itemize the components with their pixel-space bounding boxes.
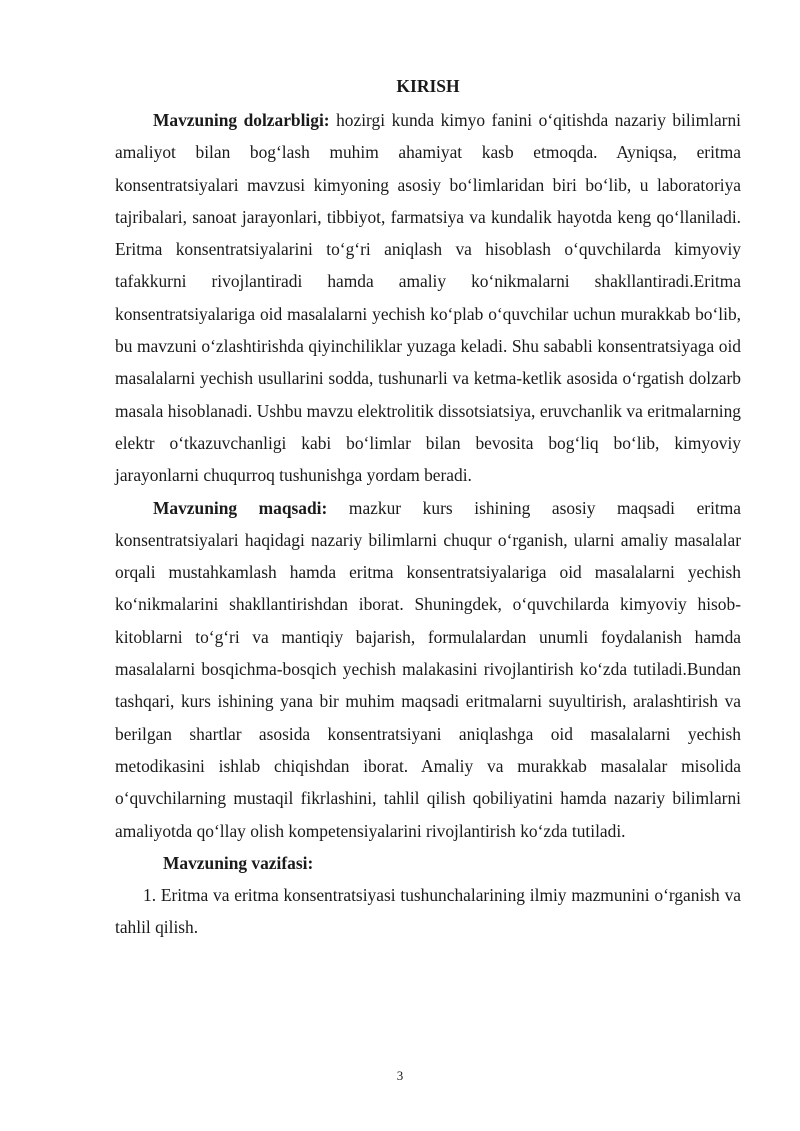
document-page [115,70,741,944]
goal-paragraph [115,492,741,847]
goal-text: mazkur kurs ishining asosiy maqsadi eritma konsentratsiyalari haqidagi nazariy bilimlarni chuqur o‘rganish, ularni amaliy masalalar orqali mustahkamlash hamda eritma konsentratsiyalariga oid masalalarni yechish ko‘nikmalarini shakllantirishdan iborat. Shuningdek, o‘quvchilarda kimyoviy hisob-kitoblarni to‘g‘ri va mantiqiy bajarish, formulalardan unumli foydalanish hamda masalalarni bosqichma-bosqich yechish malakasini rivojlantirish ko‘zda tutiladi.Bundan tashqari, kurs ishining yana bir muhim maqsadi eritmalarni suyultirish, aralashtirish va berilgan shartlar asosida konsentratsiyani aniqlashga oid masalalarni yechish metodikasini ishlab chiqishdan iborat. Amaliy va murakkab masalalar misolida o‘quvchilarning mustaqil fikrlashini, tahlil qilish qobiliyatini hamda nazariy bilimlarni amaliyotda qo‘llay olish kompetensiyalarini rivojlantirish ko‘zda tutiladi. [115,497,741,841]
page-number: 3 [396,1068,404,1083]
relevance-paragraph [115,104,741,492]
tasks-heading: Mavzuning vazifasi: [163,852,314,873]
relevance-label: Mavzuning dolzarbligi: [153,110,330,130]
list-item: 1. Eritma va eritma konsentratsiyasi tushunchalarining ilmiy mazmunini o‘rganish va tahlil qilish. [115,885,741,938]
relevance-text: hozirgi kunda kimyo fanini o‘qitishda nazariy bilimlarni amaliyot bilan bog‘lash muhim ahamiyat kasb etmoqda. Ayniqsa, eritma konsentratsiyalari mavzusi kimyoning asosiy bo‘limlaridan biri bo‘lib, u laboratoriya tajribalari, sanoat jarayonlari, tibbiyot, farmatsiya va kundalik hayotda keng qo‘llaniladi. Eritma konsentratsiyalarini to‘g‘ri aniqlash va hisoblash o‘quvchilarda kimyoviy tafakkurni rivojlantiradi hamda amaliy ko‘nikmalarni shakllantiradi.Eritma konsentratsiyalariga oid masalalarni yechish ko‘plab o‘quvchilar uchun murakkab bo‘lib, bu mavzuni o‘zlashtirishda qiyinchiliklar yuzaga keladi. Shu sababli konsentratsiyaga oid masalalarni yechish usullarini sodda, tushunarli va ketma-ketlik asosida o‘rgatish dolzarb masala hisoblanadi. Ushbu mavzu elektrolitik dissotsiatsiya, eruvchanlik va eritmalarning elektr o‘tkazuvchanligi kabi bo‘limlar bilan bevosita bog‘liq bo‘lib, kimyoviy jarayonlarni chuqurroq tushunishga yordam beradi. [115,110,741,486]
goal-label: Mavzuning maqsadi: [153,497,328,518]
page-title: KIRISH [396,76,460,96]
